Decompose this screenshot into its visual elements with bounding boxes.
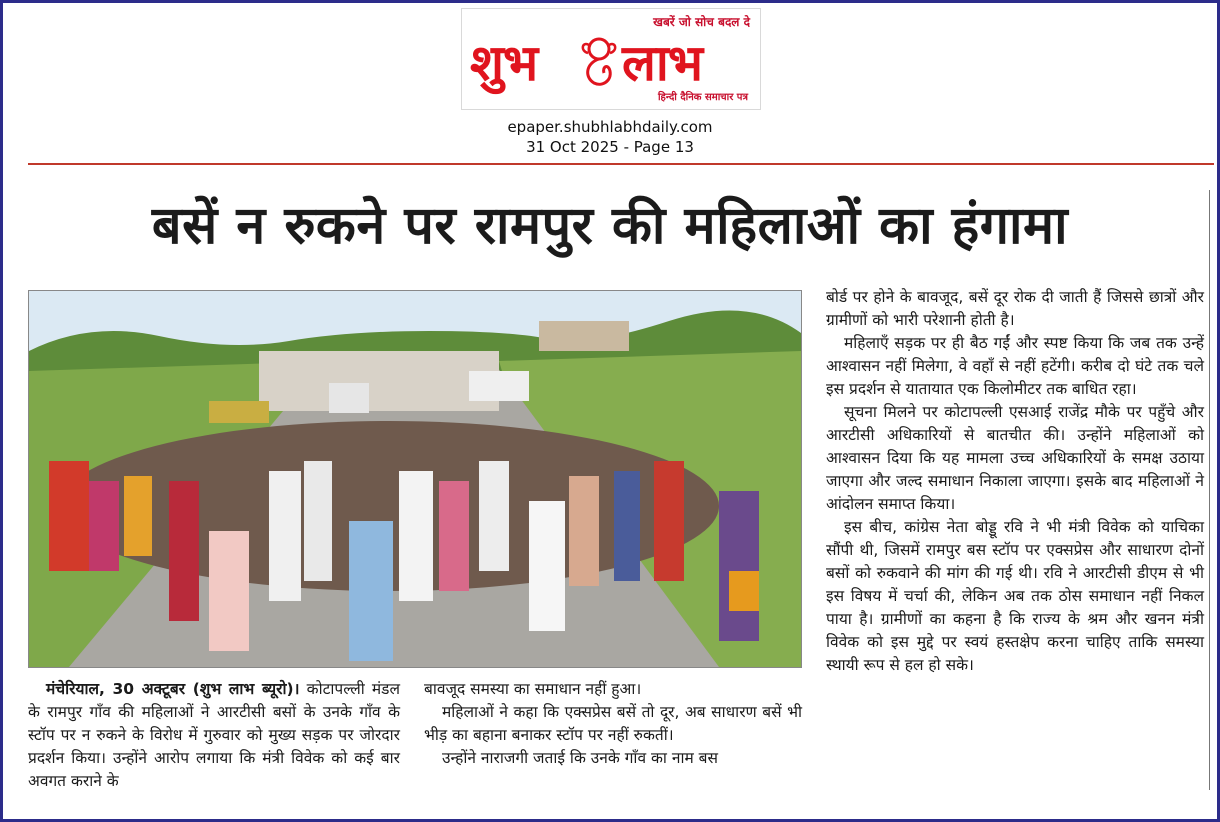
paragraph: महिलाएँ सड़क पर ही बैठ गईं और स्पष्ट किया कि जब तक उन्हें आश्वासन नहीं मिलेगा, वे वहाँ से नहीं हटेंगी। करीब दो घंटे तक चले इस प्रदर्शन से यातायात एक किलोमीटर तक बाधित रहा।	[826, 334, 1204, 398]
masthead-logo[interactable]	[461, 8, 761, 110]
van	[329, 383, 369, 413]
paragraph: उन्होंने नाराजगी जताई कि उनके गाँव का नाम बस	[442, 749, 718, 767]
paragraph: महिलाओं ने कहा कि एक्सप्रेस बसें तो दूर, अब साधारण बसें भी भीड़ का बहाना बनाकर स्टॉप पर नहीं रुकतीं।	[424, 703, 802, 744]
vehicles-queue	[259, 351, 499, 411]
protest-photo-illustration	[29, 291, 801, 667]
ganesha-emblem-icon	[576, 33, 622, 87]
building	[539, 321, 629, 351]
article-dateline: मंचेरियाल, 30 अक्टूबर (शुभ लाभ ब्यूरो)।	[46, 680, 300, 698]
paragraph: बोर्ड पर होने के बावजूद, बसें दूर रोक दी जाती हैं जिससे छात्रों और ग्रामीणों को भारी परेशानी होती है।	[826, 288, 1204, 329]
paragraph	[28, 678, 400, 793]
article-column-right	[826, 286, 1204, 677]
masthead-subtitle: हिन्दी दैनिक समाचार पत्र	[657, 92, 748, 103]
masthead-name-left: शुभ	[470, 34, 538, 92]
masthead-tagline: खबरें जो सोच बदल दे	[653, 15, 750, 29]
paragraph: इस बीच, कांग्रेस नेता बोड्डू रवि ने भी मंत्री विवेक को याचिका सौंपी थी, जिसमें रामपुर बस स्टॉप पर एक्सप्रेस और साधारण दोनों बसों को रुकवाने की मांग की गई थी। रवि ने आरटीसी डीएम से भी इस विषय में चर्चा की, लेकिन अब तक ठोस समाधान नहीं निकल पाया है। ग्रामीणों का कहना है कि राज्य के श्रम और खनन मंत्री विवेक को इस मुद्दे पर स्वयं हस्तक्षेप करना चाहिए ताकि समस्या स्थायी रूप से हल हो सके।	[826, 518, 1204, 674]
source-date-page: 31 Oct 2025 - Page 13	[526, 138, 694, 156]
header-divider	[28, 163, 1214, 165]
car	[469, 371, 529, 401]
right-border-line	[1209, 190, 1210, 790]
article-headline: बसें न रुकने पर रामपुर की महिलाओं का हंगामा	[151, 196, 1069, 256]
article-column-left	[28, 678, 400, 793]
masthead-name-right: लाभ	[622, 34, 702, 92]
article-column-middle	[424, 678, 802, 770]
source-url: epaper.shubhlabhdaily.com	[507, 118, 713, 136]
paragraph: सूचना मिलने पर कोटापल्ली एसआई राजेंद्र मौके पर पहुँचे और आरटीसी अधिकारियों से बातचीत की। उन्होंने महिलाओं को आश्वासन दिया कि यह मामला उच्च अधिकारियों के समक्ष उठाया जाएगा और जल्द समाधान निकाला जाएगा। इसके बाद महिलाओं ने आंदोलन समाप्त किया।	[826, 403, 1204, 513]
paragraph-text: कोटापल्ली मंडल के रामपुर गाँव की महिलाओं ने आरटीसी बसों के उनके गाँव के स्टॉप पर न रुकने के विरोध में गुरुवार को मुख्य सड़क पर जोरदार प्रदर्शन किया। उन्होंने आरोप लगाया कि मंत्री विवेक को कई बार अवगत कराने के	[28, 680, 400, 790]
auto-rickshaw	[209, 401, 269, 423]
paragraph: बावजूद समस्या का समाधान नहीं हुआ।	[424, 680, 642, 698]
crowd-road-protest-photo	[28, 290, 802, 668]
